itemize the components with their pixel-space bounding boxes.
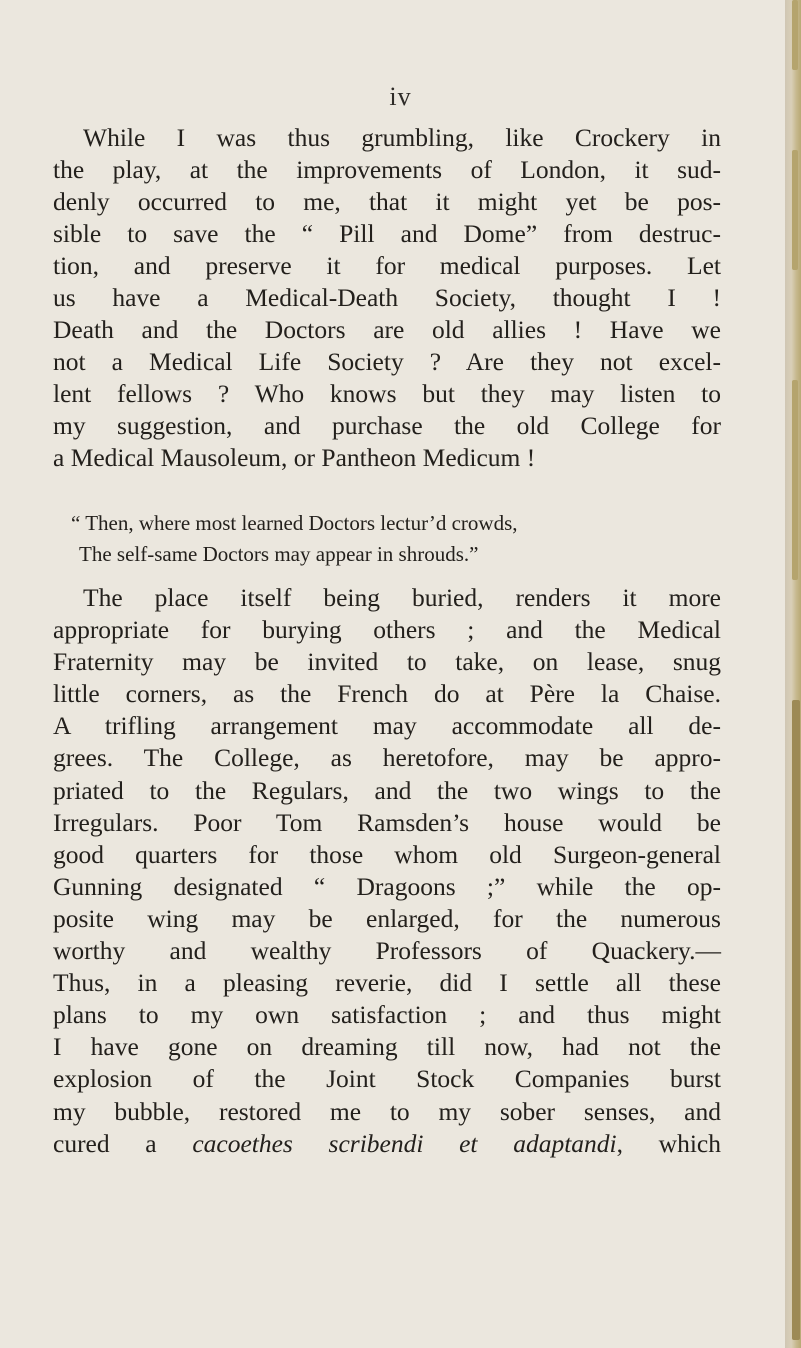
page-edge-mark	[792, 150, 798, 270]
latin-phrase: cacoethes scribendi et adaptandi	[192, 1128, 617, 1158]
text-line: not a Medical Life Society ? Are they not excel-	[53, 347, 721, 376]
text-line: worthy and wealthy Professors of Quackery.—	[53, 936, 721, 966]
text-line: explosion of the Joint Stock Companies burst	[53, 1064, 721, 1094]
text-line: little corners, as the French do at Père la Chaise.	[53, 679, 721, 709]
paragraph-2	[53, 582, 721, 1160]
text-line: a Medical Mausoleum, or Pantheon Medicum !	[53, 443, 536, 472]
text-line: Thus, in a pleasing reverie, did I settle all these	[53, 968, 721, 998]
page-edge-mark	[792, 380, 798, 580]
page-edge-mark	[792, 0, 798, 70]
page-edge-mark	[792, 700, 800, 1340]
text-line: denly occurred to me, that it might yet be pos-	[53, 187, 721, 216]
text-line: sible to save the “ Pill and Dome” from destruc-	[53, 219, 721, 248]
text-line: Irregulars. Poor Tom Ramsden’s house would be	[53, 807, 721, 837]
text-line: posite wing may be enlarged, for the numerous	[53, 903, 721, 933]
text-line: I have gone on dreaming till now, had not the	[53, 1032, 721, 1062]
text-line: The place itself being buried, renders it more	[83, 583, 721, 612]
text-line: priated to the Regulars, and the two wings to the	[53, 775, 721, 805]
text-line: us have a Medical-Death Society, thought I !	[53, 283, 721, 312]
text-line: my bubble, restored me to my sober senses, and	[53, 1096, 721, 1126]
paragraph-1	[53, 122, 721, 474]
text-line: good quarters for those whom old Surgeon-general	[53, 839, 721, 869]
text-line: appropriate for burying others ; and the Medical	[53, 615, 721, 645]
quote-line: “ Then, where most learned Doctors lectur’d crowds,	[71, 511, 518, 535]
page-edge	[785, 0, 801, 1348]
last-line-end: , which	[616, 1128, 721, 1158]
text-line-last	[53, 1128, 721, 1160]
text-line: plans to my own satisfaction ; and thus might	[53, 1000, 721, 1030]
text-line: tion, and preserve it for medical purposes. Let	[53, 251, 721, 280]
text-line: Death and the Doctors are old allies ! Have we	[53, 315, 721, 344]
text-line: grees. The College, as heretofore, may be appro-	[53, 743, 721, 773]
page-number: iv	[389, 82, 412, 111]
text-line: Gunning designated “ Dragoons ;” while the op-	[53, 871, 721, 901]
text-line: Fraternity may be invited to take, on lease, snug	[53, 647, 721, 677]
quote-line: The self-same Doctors may appear in shrouds.”	[79, 542, 479, 566]
text-line: lent fellows ? Who knows but they may listen to	[53, 379, 721, 408]
text-line: While I was thus grumbling, like Crockery in	[83, 123, 721, 152]
text-line: the play, at the improvements of London, it sud-	[53, 155, 721, 184]
text-line: A trifling arrangement may accommodate all de-	[53, 711, 721, 741]
verse-quote	[53, 508, 721, 570]
text-line: my suggestion, and purchase the old College for	[53, 411, 721, 440]
last-line-start: cured a	[53, 1128, 193, 1158]
